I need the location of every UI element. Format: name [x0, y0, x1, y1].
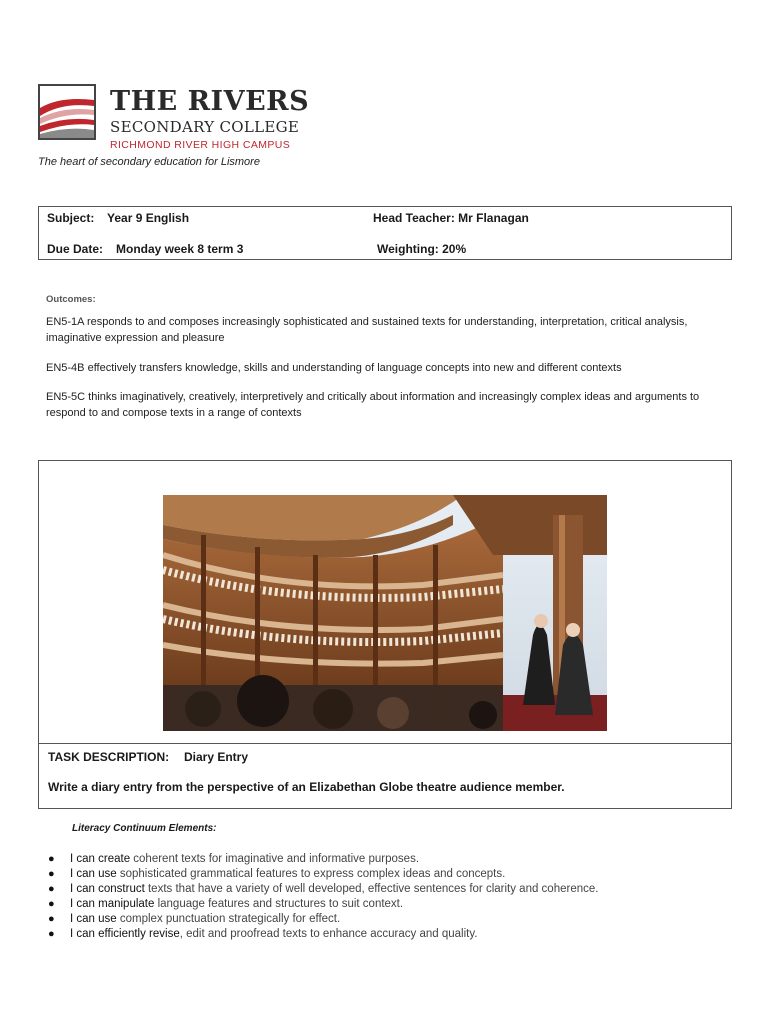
- outcomes-heading: Outcomes:: [46, 294, 96, 305]
- school-crest-icon: [38, 84, 96, 140]
- weighting: Weighting: 20%: [377, 242, 467, 256]
- globe-theatre-photo: [163, 495, 607, 731]
- subject-label: Subject:: [47, 211, 95, 225]
- bullet-icon: ●: [48, 883, 55, 895]
- subject-value: Year 9 English: [107, 211, 190, 225]
- outcome-en5-5c: EN5-5C thinks imaginatively, creatively, interpretively and critically about information and increasingly complex ideas and arguments to respond to and compose texts in a range of contexts: [46, 391, 700, 419]
- literacy-list: [44, 852, 598, 942]
- bullet-icon: ●: [48, 928, 55, 940]
- literacy-item: ● I can create coherent texts for imaginative and informative purposes.: [48, 853, 420, 865]
- bullet-icon: ●: [48, 853, 55, 865]
- task-label: TASK DESCRIPTION:: [48, 750, 170, 764]
- image-frame: [38, 460, 732, 744]
- bullet-icon: ●: [48, 868, 55, 880]
- due-date-label: Due Date:: [47, 242, 104, 256]
- school-tagline: The heart of secondary education for Lismore: [38, 156, 260, 168]
- literacy-item: ● I can manipulate language features and structures to suit context.: [48, 898, 404, 910]
- bullet-icon: ●: [48, 913, 55, 925]
- literacy-heading: Literacy Continuum Elements:: [72, 823, 217, 834]
- literacy-item: ● I can efficiently revise, edit and proofread texts to enhance accuracy and quality.: [48, 928, 478, 940]
- bullet-icon: ●: [48, 898, 55, 910]
- assessment-info-table: [38, 206, 732, 260]
- task-title: Diary Entry: [184, 750, 249, 764]
- literacy-item: ● I can construct texts that have a variety of well developed, effective sentences for clarity and coherence.: [48, 883, 599, 895]
- school-logo: [38, 84, 338, 174]
- campus-name: RICHMOND RIVER HIGH CAMPUS: [110, 139, 291, 151]
- literacy-item: ● I can use complex punctuation strategically for effect.: [48, 913, 341, 925]
- task-description-box: [38, 743, 732, 809]
- literacy-item: ● I can use sophisticated grammatical features to express complex ideas and concepts.: [48, 868, 506, 880]
- due-date-value: Monday week 8 term 3: [116, 242, 244, 256]
- head-teacher: Head Teacher: Mr Flanagan: [373, 211, 529, 225]
- task-description: Write a diary entry from the perspective of an Elizabethan Globe theatre audience member.: [48, 780, 565, 794]
- outcome-en5-4b: EN5-4B effectively transfers knowledge, skills and understanding of language concepts into new and different contexts: [46, 362, 622, 374]
- school-subtitle: SECONDARY COLLEGE: [110, 118, 300, 136]
- school-name: THE RIVERS: [110, 86, 310, 117]
- outcome-en5-1a: EN5-1A responds to and composes increasingly sophisticated and sustained texts for understanding, interpretation, critical analysis, imaginative expression and pleasure: [46, 316, 688, 344]
